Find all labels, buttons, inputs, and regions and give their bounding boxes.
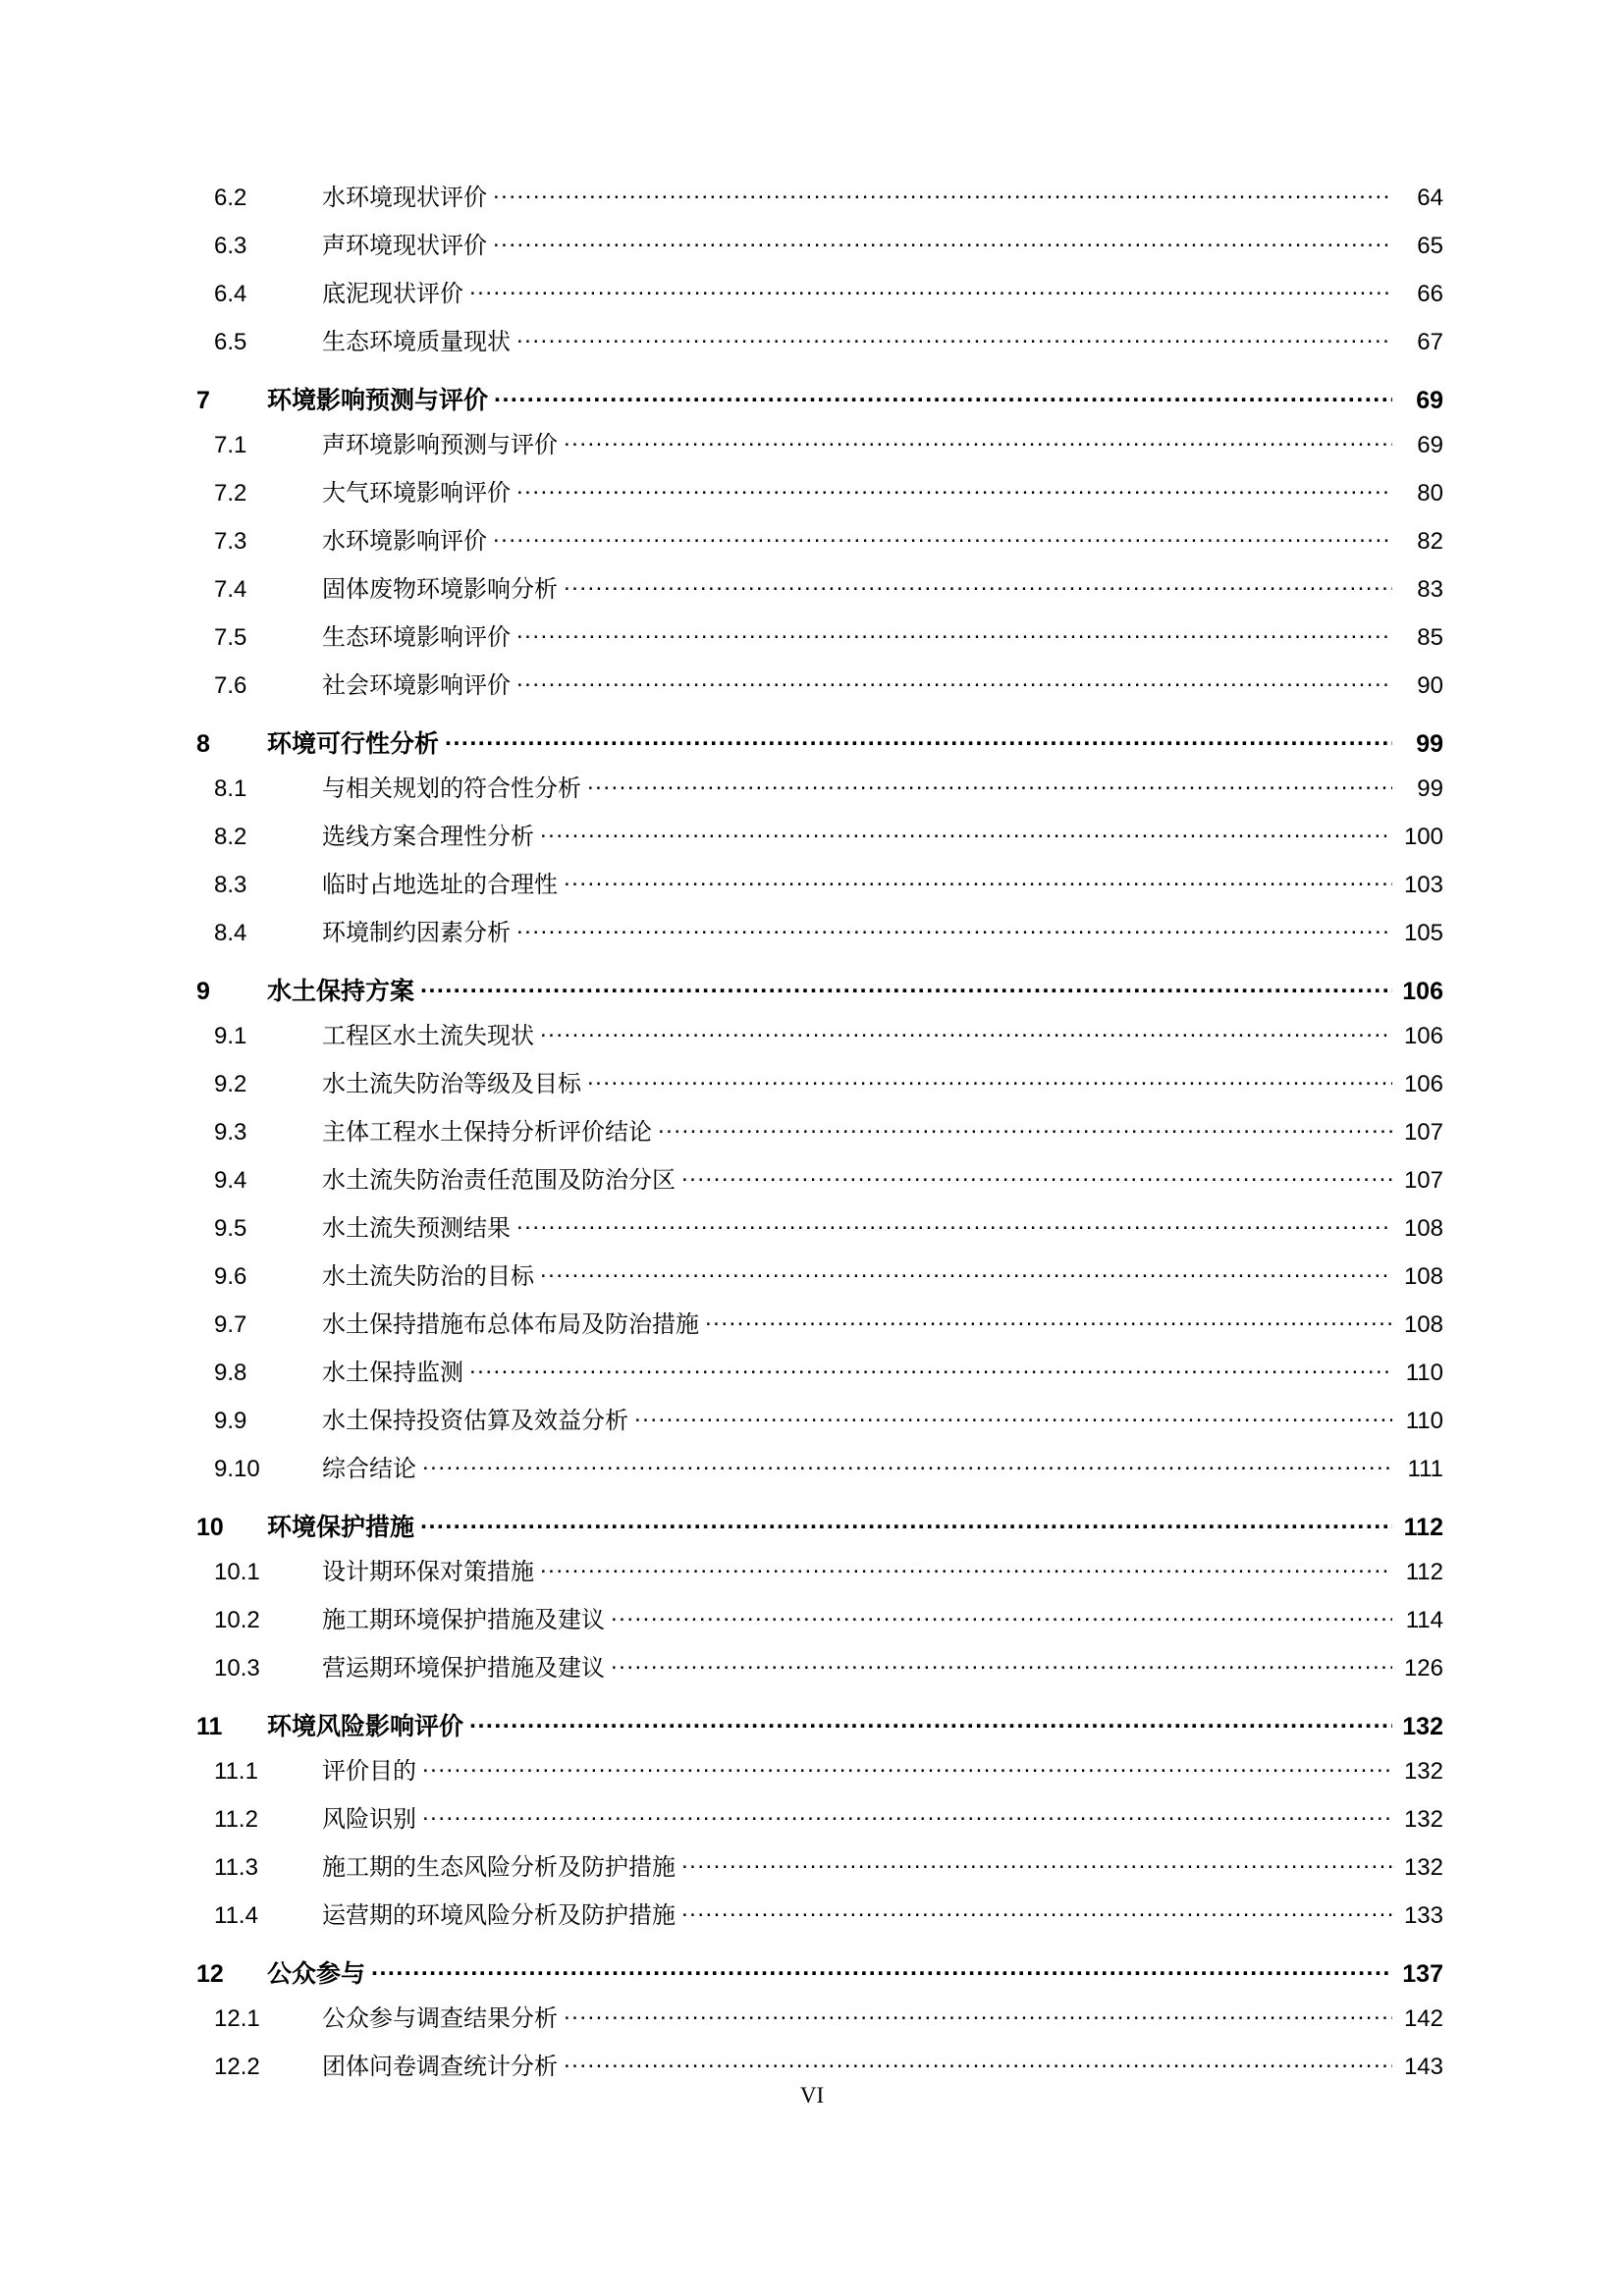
toc-entry-number: 9.4: [214, 1167, 247, 1194]
toc-entry-title: 水土保持方案: [267, 978, 415, 1005]
toc-entry-title: 水土流失预测结果: [322, 1215, 511, 1242]
toc-entry-page-number: 132: [1403, 1806, 1443, 1833]
toc-entry-number: 7: [196, 387, 210, 414]
toc-entry[interactable]: [196, 917, 1443, 945]
toc-entry-number: 8: [196, 730, 210, 758]
toc-leader-dots: [611, 1604, 1392, 1628]
toc-entry-page-number: 133: [1403, 1902, 1443, 1929]
toc-leader-dots: [540, 821, 1392, 844]
toc-entry-number: 9.8: [214, 1360, 247, 1386]
toc-entry-title: 水土保持监测: [322, 1360, 463, 1386]
toc-entry-number: 11.2: [214, 1806, 258, 1833]
toc-entry-title: 主体工程水土保持分析评价结论: [322, 1119, 652, 1146]
toc-entry[interactable]: [196, 1851, 1443, 1880]
toc-entry-title: 声环境影响预测与评价: [322, 432, 558, 458]
toc-entry-number: 11.3: [214, 1854, 258, 1881]
toc-leader-dots: [469, 278, 1392, 301]
toc-entry[interactable]: [196, 727, 1443, 757]
toc-entry-number: 7.4: [214, 576, 247, 603]
toc-entry-number: 10.3: [214, 1655, 260, 1682]
toc-entry[interactable]: [196, 1511, 1443, 1540]
toc-entry-page-number: 132: [1403, 1758, 1443, 1785]
toc-entry-title: 水土流失防治等级及目标: [322, 1071, 581, 1097]
toc-entry-page-number: 107: [1403, 1119, 1443, 1146]
toc-entry-title: 临时占地选址的合理性: [322, 872, 558, 898]
toc-entry-number: 7.2: [214, 480, 247, 507]
toc-entry[interactable]: [196, 1710, 1443, 1739]
toc-entry-page-number: 106: [1402, 978, 1443, 1005]
toc-leader-dots: [493, 230, 1392, 253]
toc-entry-page-number: 132: [1402, 1713, 1443, 1740]
toc-entry[interactable]: [196, 669, 1443, 698]
toc-entry[interactable]: [196, 1453, 1443, 1481]
toc-entry-number: 8.3: [214, 872, 247, 898]
toc-entry-page-number: 110: [1405, 1408, 1443, 1434]
toc-entry[interactable]: [196, 621, 1443, 650]
toc-entry-title: 生态环境质量现状: [322, 329, 511, 355]
toc-leader-dots: [420, 975, 1392, 999]
toc-leader-dots: [587, 773, 1392, 796]
toc-leader-dots: [420, 1511, 1392, 1535]
toc-leader-dots: [516, 326, 1392, 349]
toc-leader-dots: [658, 1116, 1392, 1140]
toc-entry[interactable]: [196, 429, 1443, 457]
toc-entry-number: 6.4: [214, 281, 247, 307]
toc-entry-title: 底泥现状评价: [322, 281, 463, 307]
toc-entry-number: 9.5: [214, 1215, 247, 1242]
toc-leader-dots: [493, 525, 1392, 549]
toc-entry[interactable]: [196, 821, 1443, 849]
toc-entry-page-number: 110: [1405, 1360, 1443, 1386]
toc-entry-number: 9.9: [214, 1408, 247, 1434]
toc-leader-dots: [516, 669, 1392, 693]
toc-entry[interactable]: [196, 1556, 1443, 1584]
toc-entry[interactable]: [196, 1652, 1443, 1681]
toc-entry-number: 11: [196, 1713, 223, 1740]
toc-entry-page-number: 108: [1403, 1215, 1443, 1242]
toc-entry-title: 环境风险影响评价: [267, 1713, 464, 1740]
toc-entry-page-number: 100: [1403, 824, 1443, 850]
toc-entry-number: 9.6: [214, 1263, 247, 1290]
toc-entry-page-number: 83: [1417, 576, 1443, 603]
toc-entry[interactable]: [196, 326, 1443, 354]
toc-entry[interactable]: [196, 1068, 1443, 1096]
toc-leader-dots: [681, 1164, 1392, 1188]
toc-entry-page-number: 103: [1403, 872, 1443, 898]
toc-entry-page-number: 114: [1405, 1607, 1443, 1633]
toc-entry-title: 环境保护措施: [267, 1514, 415, 1541]
toc-entry-title: 水土保持投资估算及效益分析: [322, 1408, 628, 1434]
toc-entry-number: 10.1: [214, 1559, 260, 1585]
toc-entry-title: 水土保持措施布总体布局及防治措施: [322, 1311, 699, 1338]
toc-entry-number: 12: [196, 1960, 224, 1988]
toc-entry-title: 固体废物环境影响分析: [322, 576, 558, 603]
toc-entry-page-number: 106: [1403, 1071, 1443, 1097]
toc-leader-dots: [681, 1851, 1392, 1875]
toc-entry-page-number: 105: [1403, 920, 1443, 946]
toc-entry-title: 生态环境影响评价: [322, 624, 511, 651]
toc-entry-page-number: 112: [1403, 1514, 1443, 1541]
toc-entry-title: 选线方案合理性分析: [322, 824, 534, 850]
toc-leader-dots: [422, 1755, 1392, 1779]
toc-entry[interactable]: [196, 1308, 1443, 1337]
toc-leader-dots: [540, 1020, 1392, 1043]
toc-entry[interactable]: [196, 1357, 1443, 1385]
toc-entry-number: 7.6: [214, 672, 247, 699]
toc-leader-dots: [516, 477, 1392, 501]
toc-entry-title: 综合结论: [322, 1456, 416, 1482]
toc-leader-dots: [681, 1899, 1392, 1923]
toc-entry-page-number: 80: [1417, 480, 1443, 507]
toc-entry-title: 环境制约因素分析: [322, 920, 511, 946]
toc-entry-number: 7.3: [214, 528, 247, 555]
toc-leader-dots: [422, 1803, 1392, 1827]
toc-entry[interactable]: [196, 1020, 1443, 1048]
toc-entry-number: 8.1: [214, 775, 247, 802]
toc-entry-title: 施工期环境保护措施及建议: [322, 1607, 605, 1633]
page-folio: VI: [799, 2083, 825, 2108]
toc-entry-page-number: 107: [1403, 1167, 1443, 1194]
toc-entry-page-number: 64: [1417, 185, 1443, 211]
toc-entry-number: 9.7: [214, 1311, 247, 1338]
toc-entry[interactable]: [196, 975, 1443, 1004]
toc-entry-page-number: 67: [1417, 329, 1443, 355]
toc-entry-number: 9.1: [214, 1023, 247, 1049]
toc-entry-number: 11.1: [214, 1758, 258, 1785]
toc-entry-title: 运营期的环境风险分析及防护措施: [322, 1902, 676, 1929]
toc-entry-page-number: 132: [1403, 1854, 1443, 1881]
toc-entry-title: 大气环境影响评价: [322, 480, 511, 507]
toc-leader-dots: [516, 1212, 1392, 1236]
toc-entry[interactable]: [196, 384, 1443, 413]
toc-entry-number: 6.5: [214, 329, 247, 355]
toc-entry-title: 风险识别: [322, 1806, 416, 1833]
toc-leader-dots: [422, 1453, 1392, 1476]
toc-entry-title: 声环境现状评价: [322, 233, 487, 259]
toc-entry[interactable]: [196, 278, 1443, 306]
toc-entry-title: 社会环境影响评价: [322, 672, 511, 699]
toc-entry[interactable]: [196, 525, 1443, 554]
toc-entry-title: 环境可行性分析: [267, 730, 440, 758]
toc-entry-title: 公众参与调查结果分析: [322, 2005, 558, 2032]
toc-entry-number: 6.3: [214, 233, 247, 259]
toc-leader-dots: [445, 727, 1392, 752]
toc-entry[interactable]: [196, 2051, 1443, 2079]
toc-leader-dots: [587, 1068, 1392, 1092]
toc-leader-dots: [564, 869, 1392, 892]
toc-leader-dots: [611, 1652, 1392, 1676]
toc-leader-dots: [705, 1308, 1392, 1332]
toc-leader-dots: [634, 1405, 1392, 1428]
toc-entry-page-number: 142: [1403, 2005, 1443, 2032]
toc-entry-number: 8.4: [214, 920, 247, 946]
toc-leader-dots: [516, 917, 1392, 940]
toc-entry-page-number: 106: [1403, 1023, 1443, 1049]
toc-entry-number: 12.2: [214, 2054, 260, 2080]
toc-entry[interactable]: [196, 2002, 1443, 2031]
toc-entry-title: 水环境影响评价: [322, 528, 487, 555]
toc-entry[interactable]: [196, 573, 1443, 602]
toc-leader-dots: [540, 1556, 1392, 1579]
toc-entry-number: 8.2: [214, 824, 247, 850]
toc-entry-page-number: 99: [1416, 730, 1443, 758]
toc-entry[interactable]: [196, 1116, 1443, 1145]
toc-entry[interactable]: [196, 1604, 1443, 1632]
toc-entry-number: 11.4: [214, 1902, 258, 1929]
toc-entry[interactable]: [196, 1260, 1443, 1289]
toc-entry-page-number: 137: [1402, 1960, 1443, 1988]
toc-entry-number: 9.10: [214, 1456, 260, 1482]
toc-entry-number: 7.5: [214, 624, 247, 651]
toc-entry-number: 10: [196, 1514, 224, 1541]
toc-leader-dots: [564, 2002, 1392, 2026]
toc-leader-dots: [371, 1957, 1392, 1982]
toc-entry-number: 9.2: [214, 1071, 247, 1097]
toc-entry-page-number: 126: [1403, 1655, 1443, 1682]
toc-entry-title: 营运期环境保护措施及建议: [322, 1655, 605, 1682]
toc-entry[interactable]: [196, 869, 1443, 897]
toc-entry-page-number: 99: [1417, 775, 1443, 802]
toc-entry-title: 水环境现状评价: [322, 185, 487, 211]
toc-leader-dots: [516, 621, 1392, 645]
toc-entry-title: 施工期的生态风险分析及防护措施: [322, 1854, 676, 1881]
toc-leader-dots: [564, 2051, 1392, 2074]
toc-entry-title: 团体问卷调查统计分析: [322, 2054, 558, 2080]
toc-entry-page-number: 65: [1417, 233, 1443, 259]
toc-entry-page-number: 108: [1403, 1263, 1443, 1290]
toc-leader-dots: [564, 429, 1392, 453]
toc-entry-title: 水土流失防治责任范围及防治分区: [322, 1167, 676, 1194]
toc-entry-number: 9.3: [214, 1119, 247, 1146]
toc-entry[interactable]: [196, 1405, 1443, 1433]
toc-entry[interactable]: [196, 1957, 1443, 1987]
toc-entry-page-number: 108: [1403, 1311, 1443, 1338]
toc-entry[interactable]: [196, 1212, 1443, 1241]
toc-entry[interactable]: [196, 1899, 1443, 1928]
toc-entry-title: 环境影响预测与评价: [267, 387, 489, 414]
toc-entry-title: 评价目的: [322, 1758, 416, 1785]
toc-leader-dots: [494, 384, 1392, 408]
toc-entry-page-number: 85: [1417, 624, 1443, 651]
toc-entry-page-number: 82: [1417, 528, 1443, 555]
toc-leader-dots: [469, 1710, 1392, 1735]
toc-entry-number: 12.1: [214, 2005, 260, 2032]
table-of-contents: [196, 182, 1443, 2099]
toc-entry-title: 水土流失防治的目标: [322, 1263, 534, 1290]
toc-entry-title: 工程区水土流失现状: [322, 1023, 534, 1049]
toc-entry[interactable]: [196, 1803, 1443, 1832]
toc-entry-title: 设计期环保对策措施: [322, 1559, 534, 1585]
toc-leader-dots: [540, 1260, 1392, 1284]
toc-leader-dots: [493, 182, 1392, 205]
toc-entry-page-number: 111: [1407, 1456, 1443, 1482]
toc-entry[interactable]: [196, 477, 1443, 506]
toc-entry[interactable]: [196, 773, 1443, 801]
toc-entry-page-number: 66: [1417, 281, 1443, 307]
toc-entry[interactable]: [196, 1164, 1443, 1193]
toc-entry-page-number: 112: [1405, 1559, 1443, 1585]
toc-leader-dots: [469, 1357, 1392, 1380]
toc-entry[interactable]: [196, 230, 1443, 258]
toc-entry-number: 10.2: [214, 1607, 260, 1633]
toc-entry-page-number: 69: [1416, 387, 1443, 414]
toc-entry-page-number: 143: [1403, 2054, 1443, 2080]
toc-entry-title: 与相关规划的符合性分析: [322, 775, 581, 802]
toc-entry[interactable]: [196, 182, 1443, 210]
toc-entry-number: 9: [196, 978, 210, 1005]
toc-entry-number: 7.1: [214, 432, 247, 458]
toc-entry-title: 公众参与: [267, 1960, 366, 1988]
toc-entry-page-number: 90: [1417, 672, 1443, 699]
toc-entry-page-number: 69: [1417, 432, 1443, 458]
toc-entry[interactable]: [196, 1755, 1443, 1784]
toc-leader-dots: [564, 573, 1392, 597]
toc-entry-number: 6.2: [214, 185, 247, 211]
